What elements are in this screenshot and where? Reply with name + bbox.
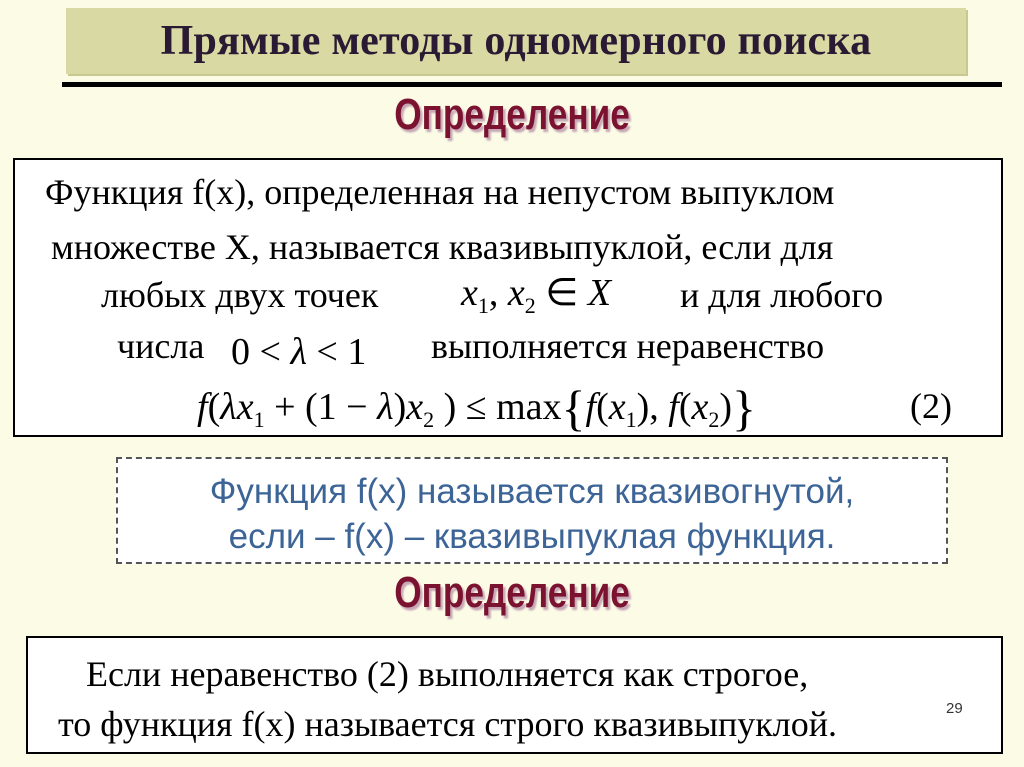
open-paren: (	[596, 386, 609, 428]
open-paren: (	[678, 386, 692, 428]
definition-heading-2: Определение	[394, 568, 630, 617]
quasiconcave-note-box	[116, 457, 948, 564]
one-minus: (1 −	[305, 386, 368, 428]
quasiconvex-definition-box	[13, 158, 1003, 437]
definition-line-3-text: любых двух точек	[101, 275, 379, 315]
quasiconvex-inequality	[197, 379, 756, 437]
title-banner	[66, 8, 966, 74]
left-brace: {	[561, 380, 586, 436]
close-paren: )	[393, 386, 407, 428]
equation-label: (2)	[910, 386, 952, 426]
subscript-2: 2	[423, 407, 435, 432]
less-than: <	[316, 331, 338, 373]
leq-sign: ≤	[465, 386, 487, 428]
f-symbol: f	[668, 386, 679, 428]
subscript-1: 1	[253, 407, 265, 432]
f-symbol: f	[197, 386, 208, 428]
close-paren: )	[443, 386, 457, 428]
less-than: <	[259, 331, 281, 373]
right-brace: }	[732, 380, 757, 436]
slide-number: 29	[946, 700, 963, 717]
lambda-symbol: λ	[290, 331, 307, 373]
close-paren: )	[636, 386, 650, 428]
x-symbol: x	[236, 386, 254, 428]
one: 1	[347, 331, 367, 373]
subscript-2: 2	[524, 293, 536, 318]
lambda-symbol: λ	[377, 386, 394, 428]
x-symbol: x	[406, 386, 424, 428]
note-line-1: Функция f(x) называется квазивогнутой,	[209, 472, 855, 511]
definition-line-3	[101, 277, 378, 313]
strict-line-1: Если неравенство (2) выполняется как строгое,	[86, 654, 809, 694]
f-symbol: f	[585, 386, 597, 428]
lambda-symbol: λ	[220, 386, 237, 428]
x-symbol: x	[608, 386, 626, 428]
lambda-range-formula	[231, 330, 366, 374]
subscript-1: 1	[625, 407, 637, 432]
definition-line-2: множестве X, называется квазивыпуклой, если для	[51, 227, 834, 267]
x-symbol: x	[461, 272, 478, 314]
set-x-symbol: X	[587, 272, 612, 314]
definition-line-3-tail: и для любого	[680, 275, 884, 315]
strict-quasiconvex-box	[26, 636, 1003, 754]
strict-line-2: то функция f(x) называется строго квазивыпуклой.	[58, 704, 838, 744]
plus-sign: +	[274, 386, 296, 428]
element-of-symbol: ∈	[545, 272, 579, 314]
note-line-2: если – f(x) – квазивыпуклая функция.	[228, 517, 836, 556]
zero: 0	[231, 331, 250, 373]
definition-line-4-tail: выполняется неравенство	[431, 326, 825, 366]
close-paren: )	[719, 386, 733, 428]
slide-title: Прямые методы одномерного поиска	[160, 18, 872, 64]
definition-line-4-text: числа	[117, 326, 205, 366]
subscript-1: 1	[477, 293, 489, 318]
title-underline	[62, 82, 1002, 87]
definition-line-1: Функция f(x), определенная на непустом выпуклом	[45, 172, 835, 212]
max-operator: max	[496, 386, 562, 428]
subscript-2: 2	[708, 407, 720, 432]
x-symbol: x	[507, 272, 525, 314]
points-in-set-formula	[461, 270, 611, 319]
open-paren: (	[207, 386, 221, 428]
definition-heading: Определение	[394, 90, 630, 139]
comma: ,	[649, 386, 659, 428]
x-symbol: x	[691, 386, 709, 428]
comma: ,	[488, 272, 499, 314]
